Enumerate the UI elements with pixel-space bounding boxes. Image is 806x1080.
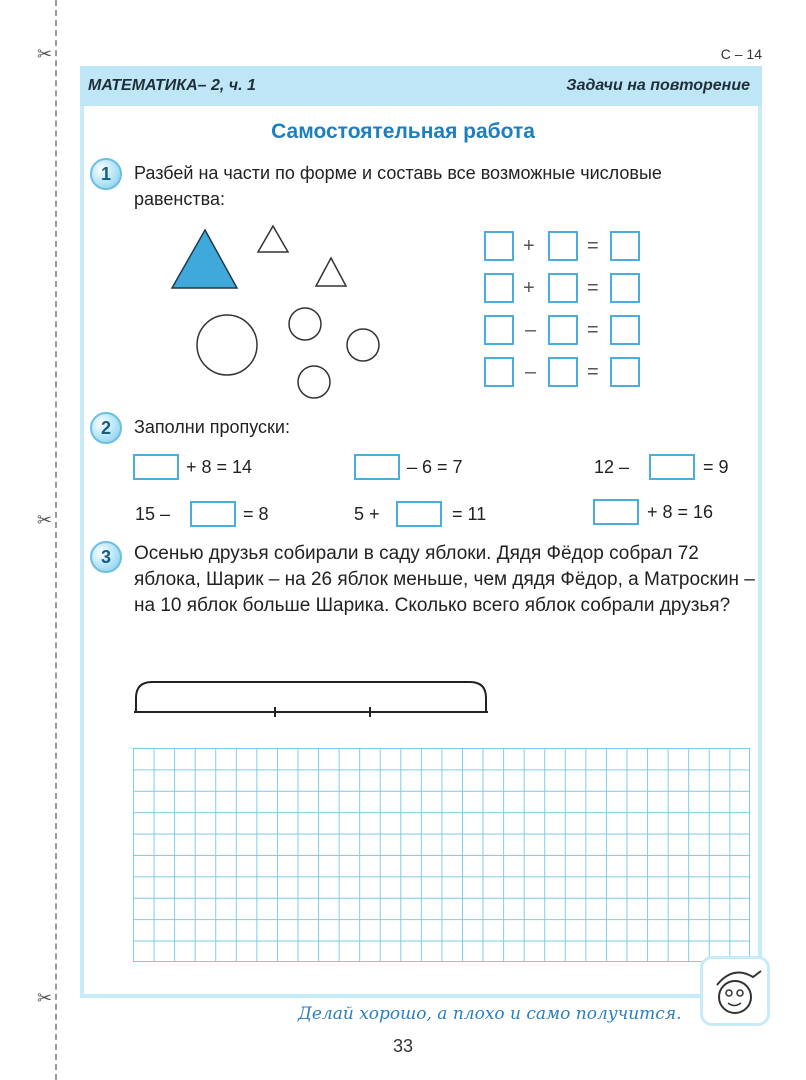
task2-text: Заполни пропуски:	[134, 417, 290, 437]
answer-grid[interactable]	[133, 748, 750, 962]
answer-box[interactable]	[484, 357, 514, 387]
page-number: 33	[392, 1036, 414, 1056]
answer-box[interactable]	[354, 454, 400, 480]
small-circle	[347, 329, 379, 361]
answer-box[interactable]	[548, 231, 578, 261]
operator: –	[525, 319, 537, 341]
page-code: С – 14	[720, 46, 762, 62]
answer-box[interactable]	[548, 315, 578, 345]
large-triangle	[172, 230, 237, 288]
task-number-badge: 1	[90, 158, 122, 190]
equation-text: = 8	[243, 504, 269, 524]
page-header	[80, 66, 762, 106]
operator: –	[525, 361, 537, 383]
answer-box[interactable]	[548, 273, 578, 303]
equation-text: 15 –	[135, 504, 171, 524]
task1-text: Разбей на части по форме и составь все возможные числовые равенства:	[134, 163, 662, 209]
operator: +	[523, 277, 535, 299]
equation-text: = 9	[703, 457, 729, 477]
equation-text: + 8 = 16	[647, 502, 714, 522]
equation-text: + 8 = 14	[186, 457, 253, 477]
answer-box[interactable]	[484, 315, 514, 345]
answer-box[interactable]	[593, 499, 639, 525]
scissors-icon: ✂	[37, 510, 53, 530]
small-circle	[298, 366, 330, 398]
page-title: Самостоятельная работа	[271, 120, 535, 143]
answer-box[interactable]	[396, 501, 442, 527]
answer-box[interactable]	[548, 357, 578, 387]
task3-text: Осенью друзья собирали в саду яблоки. Дядя Фёдор собрал 72 яблока, Шарик – на 26 яблок меньше, чем дядя Фёдор, а Матроскин – на 10 яблок больше Шарика. Сколько всего яблок собрали друзья?	[134, 543, 755, 616]
mascot-icon	[700, 956, 770, 1026]
shapes-figure	[160, 220, 400, 410]
equation-text: = 11	[452, 504, 487, 524]
answer-box[interactable]	[610, 357, 640, 387]
equals-sign: =	[587, 361, 599, 383]
scissors-icon: ✂	[37, 988, 53, 1008]
answer-box[interactable]	[610, 315, 640, 345]
large-circle	[197, 315, 257, 375]
answer-box[interactable]	[484, 273, 514, 303]
segment-diagram	[130, 676, 495, 720]
header-subject: МАТЕМАТИКА– 2, ч. 1	[88, 77, 256, 94]
equals-sign: =	[587, 277, 599, 299]
small-triangle	[316, 258, 346, 286]
answer-box[interactable]	[610, 273, 640, 303]
equals-sign: =	[587, 235, 599, 257]
motto: Делай хорошо, а плохо и само получится.	[298, 1004, 682, 1024]
task-number-badge: 3	[90, 541, 122, 573]
cut-line	[55, 0, 57, 1080]
brace-arc	[136, 682, 486, 712]
answer-box[interactable]	[190, 501, 236, 527]
answer-box[interactable]	[610, 231, 640, 261]
header-section: Задачи на повторение	[566, 77, 750, 94]
small-triangle	[258, 226, 288, 252]
equals-sign: =	[587, 319, 599, 341]
answer-box[interactable]	[133, 454, 179, 480]
small-circle	[289, 308, 321, 340]
operator: +	[523, 235, 535, 257]
equation-text: – 6 = 7	[407, 457, 463, 477]
equation-text: 5 +	[354, 504, 380, 524]
equation-text: 12 –	[594, 457, 630, 477]
scissors-icon: ✂	[37, 44, 53, 64]
answer-box[interactable]	[484, 231, 514, 261]
task-number-badge: 2	[90, 412, 122, 444]
answer-box[interactable]	[649, 454, 695, 480]
